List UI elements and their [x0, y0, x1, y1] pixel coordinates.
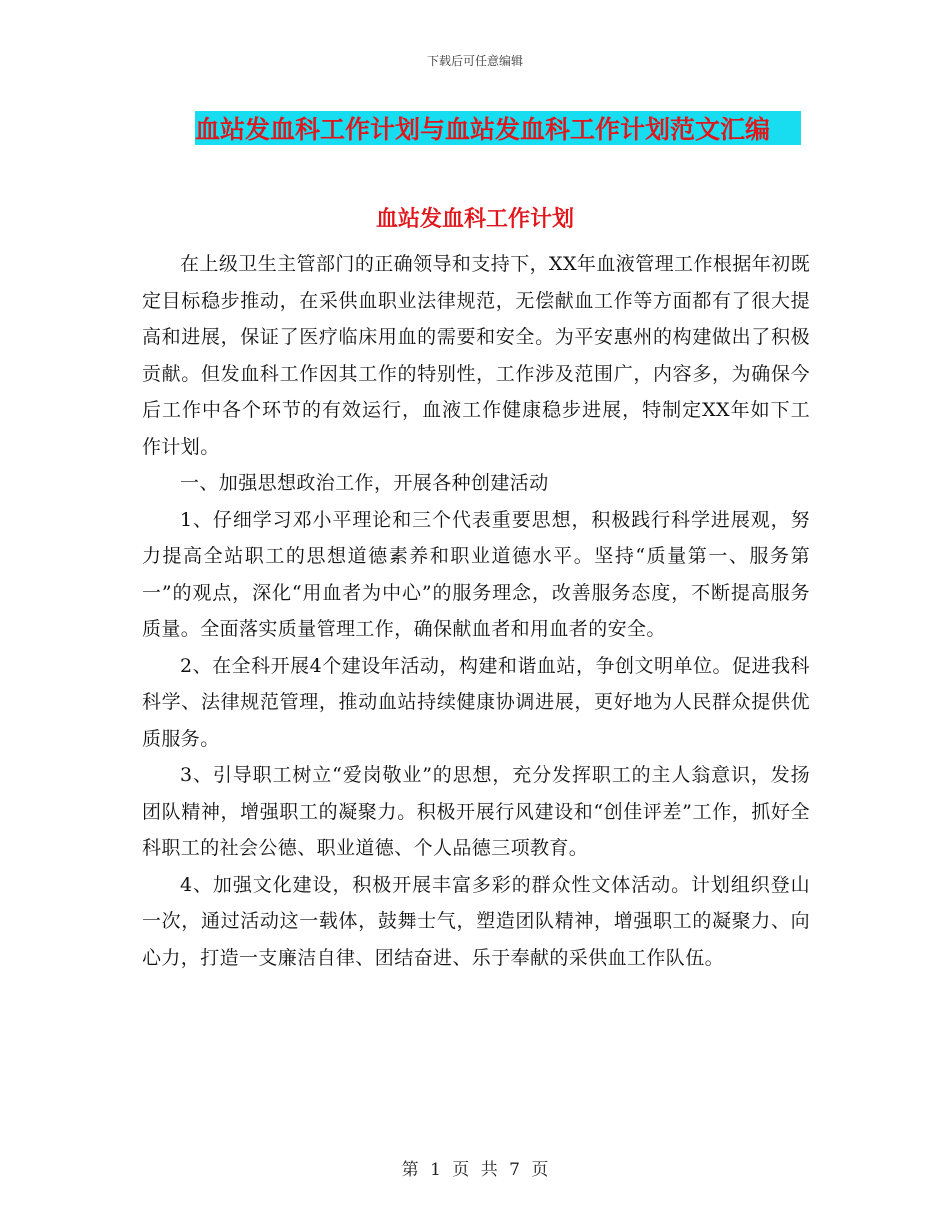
header-note: 下载后可任意编辑 — [426, 54, 523, 68]
paragraph-item-4: 4、加强文化建设，积极开展丰富多彩的群众性文体活动。计划组织登山一次，通过活动这一载体，鼓舞士气，塑造团队精神，增强职工的凝聚力、向心力，打造一支廉洁自律、团结奋进、乐于奉献的采供血工作队伍。 — [142, 873, 810, 969]
paragraph-item-2: 2、在全科开展4个建设年活动，构建和谐血站，争创文明单位。促进我科科学、法律规范管理，推动血站持续健康协调进展，更好地为人民群众提供优质服务。 — [142, 654, 810, 750]
main-title-highlight — [195, 111, 801, 145]
paragraph-heading-1: 一、加强思想政治工作，开展各种创建活动 — [180, 472, 549, 494]
section-title: 血站发血科工作计划 — [375, 207, 574, 232]
page-footer: 第 1 页 共 7 页 — [401, 1160, 549, 1180]
document-body — [142, 246, 810, 976]
main-title: 血站发血科工作计划与血站发血科工作计划范文汇编 — [195, 115, 771, 144]
paragraph-item-1: 1、仔细学习邓小平理论和三个代表重要思想，积极践行科学进展观，努力提高全站职工的思想道德素养和职业道德水平。坚持“质量第一、服务第一”的观点，深化“用血者为中心”的服务理念，改善服务态度，不断提高服务质量。全面落实质量管理工作，确保献血者和用血者的安全。 — [142, 508, 810, 640]
paragraph-intro: 在上级卫生主管部门的正确领导和支持下，XX年血液管理工作根据年初既定目标稳步推动，在采供血职业法律规范，无偿献血工作等方面都有了很大提高和进展，保证了医疗临床用血的需要和安全。为平安惠州的构建做出了积极贡献。但发血科工作因其工作的特别性，工作涉及范围广，内容多，为确保今后工作中各个环节的有效运行，血液工作健康稳步进展，特制定XX年如下工作计划。 — [142, 253, 810, 458]
paragraph-item-3: 3、引导职工树立“爱岗敬业”的思想，充分发挥职工的主人翁意识，发扬团队精神，增强职工的凝聚力。积极开展行风建设和“创佳评差”工作，抓好全科职工的社会公德、职业道德、个人品德三项教育。 — [142, 764, 810, 859]
